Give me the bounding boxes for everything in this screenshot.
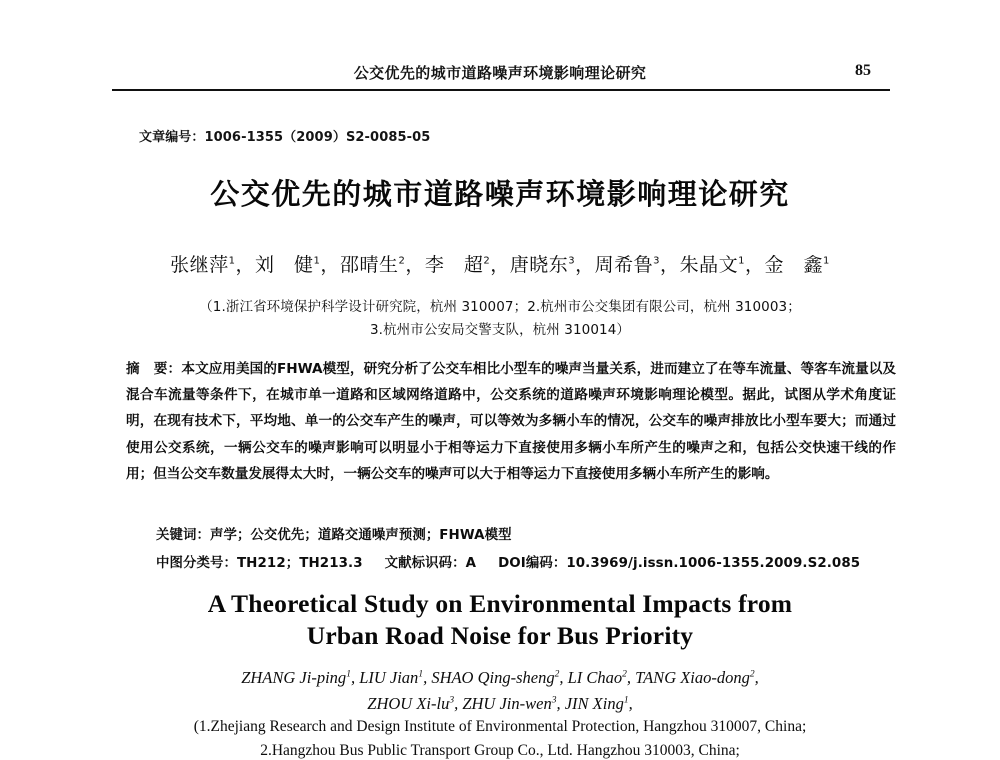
author-affiliation-marker: 2 [554,669,560,680]
chinese-author-list [0,250,1000,277]
author-affiliation-marker: 1 [623,695,629,706]
author-affiliation-marker: 2 [398,255,406,267]
abstract-body: 本文应用美国的FHWA模型，研究分析了公交车相比小型车的噪声当量关系，进而建立了在等车流量、等客车流量以及混合车流量等条件下，在城市单一道路和区域网络道路中，公交系统的道路噪声环境影响理论模型。据此，试图从学术角度证明，在现有技术下，平均地、单一的公交车产生的噪声，可以等效为多辆小车的情况，公交车的噪声排放比小型车要大；而通过使用公交系统，一辆公交车的噪声影响可以明显小于相等运力下直接使用多辆小车所产生的噪声之和，包括公交快速干线的作用；但当公交车数量发展得太大时，一辆公交车的噪声可以大于相等运力下直接使用多辆小车所产生的影响。 [126,361,896,482]
english-title-line-1: A Theoretical Study on Environmental Impacts from [207,589,793,618]
author-name: 朱晶文 [679,254,739,276]
author-affiliation-marker: 2 [483,255,491,267]
page-title: 公交优先的城市道路噪声环境影响理论研究 [210,177,790,211]
english-affiliation-line-2: 2.Hangzhou Bus Public Transport Group Co., Ltd. Hangzhou 310003, China; [260,742,740,759]
author-separator: ， [405,254,425,276]
author-name: TANG Xiao-dong [635,668,750,687]
author-affiliation-marker: 2 [622,669,627,680]
article-number: 文章编号：1006-1355（2009）S2-0085-05 [139,130,431,145]
author-separator: , [454,694,463,713]
document-code-value: A [465,556,477,571]
author-affiliation-marker: 1 [738,255,745,267]
author-name: ZHU Jin-wen [462,694,552,713]
author-separator: ， [320,254,340,276]
author-affiliation-marker: 1 [313,255,321,267]
author-separator: ， [235,254,256,276]
english-author-line-2 [0,694,1000,714]
author-name: 金 鑫 [764,254,823,276]
author-affiliation-marker: 2 [749,669,755,680]
keywords-line [156,524,512,543]
header-divider [112,89,890,91]
chinese-affiliation-line-1: （1.浙江省环境保护科学设计研究院，杭州 310007；2.杭州市公交集团有限公司，杭州 310003； [199,299,801,315]
keywords-label: 关键词： [156,528,210,543]
chinese-affiliation-line-2: 3.杭州市公安局交警支队，杭州 310014） [369,322,630,338]
keywords-value: 声学；公交优先；道路交通噪声预测；FHWA模型 [209,528,512,543]
doi-label: DOI编码： [498,556,567,571]
running-header-title: 公交优先的城市道路噪声环境影响理论研究 [353,64,647,82]
author-affiliation-marker: 1 [418,669,424,680]
author-name: ZHOU Xi-lu [367,694,450,713]
author-affiliation-marker: 1 [346,669,351,680]
classification-line [156,552,860,571]
english-affiliation-line-1: (1.Zhejiang Research and Design Institute of Environmental Protection, Hangzhou 310007, China; [193,718,807,735]
english-author-line-1 [0,668,1000,688]
clc-label: 中图分类号： [156,556,237,571]
chinese-abstract [126,356,896,487]
author-separator: ， [660,254,680,276]
author-separator: ， [575,254,595,276]
author-separator: , [350,668,360,687]
author-name: 李 超 [424,254,484,276]
author-separator: ， [744,254,765,276]
author-name: LIU Jian [359,668,419,687]
author-separator: ， [490,254,510,276]
author-name: 刘 健 [255,254,314,276]
author-separator: , [559,668,568,687]
document-code-label: 文献标识码： [384,556,466,571]
author-name: ZHANG Ji-ping [241,668,347,687]
author-name: JIN Xing [564,694,624,713]
page-number: 85 [855,62,871,79]
author-name: 周希鲁 [594,254,654,276]
author-name: LI Chao [567,668,623,687]
author-separator: , [556,694,565,713]
clc-value: TH212；TH213.3 [236,556,363,571]
author-affiliation-marker: 1 [228,255,236,267]
author-separator: , [754,668,759,687]
abstract-label: 摘 要： [126,361,182,377]
author-name: 邵晴生 [339,254,399,276]
author-separator: , [626,668,636,687]
page-header [0,62,1000,102]
author-name: 张继萍 [170,254,229,276]
author-affiliation-marker: 1 [822,255,830,267]
author-name: SHAO Qing-sheng [431,668,555,687]
author-affiliation-marker: 3 [653,255,661,267]
author-separator: , [423,668,432,687]
author-name: 唐晓东 [509,254,569,276]
english-title-line-2: Urban Road Noise for Bus Priority [306,621,694,650]
doi-value: 10.3969/j.issn.1006-1355.2009.S2.085 [566,556,861,571]
author-affiliation-marker: 3 [568,255,576,267]
author-separator: , [628,694,633,713]
author-affiliation-marker: 3 [449,695,455,706]
author-affiliation-marker: 3 [551,695,557,706]
